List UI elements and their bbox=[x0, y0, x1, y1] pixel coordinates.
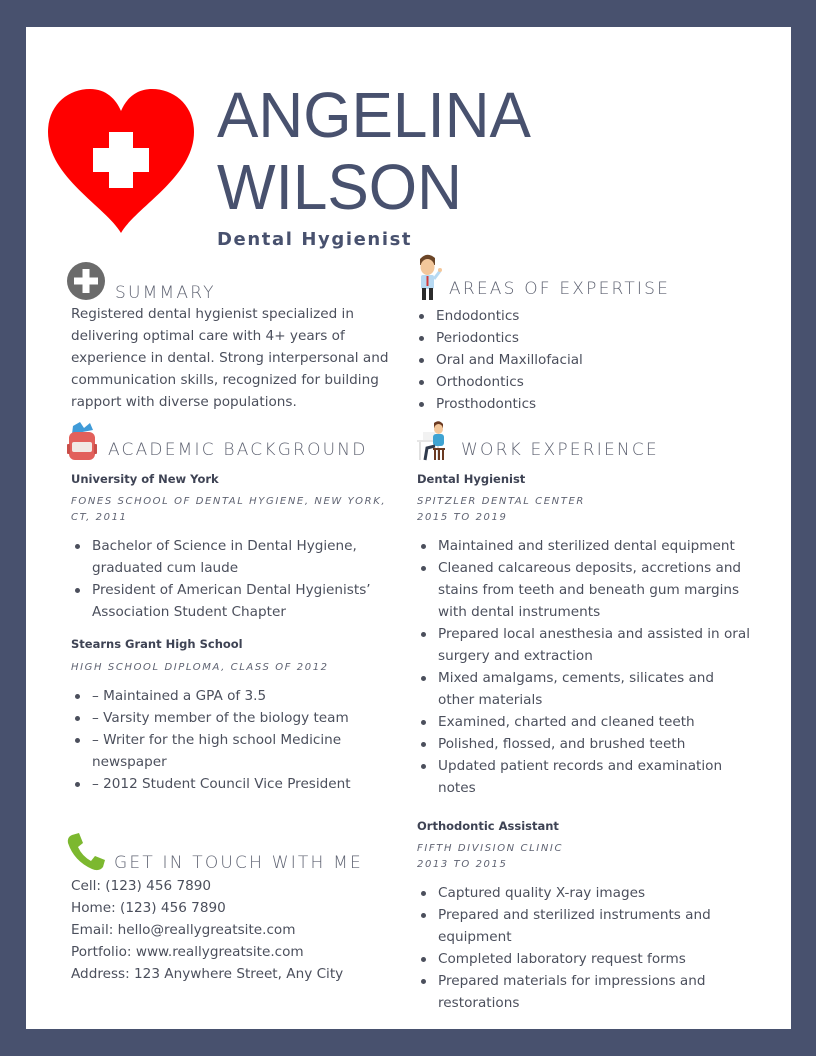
expertise-list bbox=[415, 305, 755, 415]
education-entry bbox=[71, 636, 396, 795]
list-item: Prosthodontics bbox=[415, 393, 755, 415]
summary-header bbox=[66, 261, 396, 301]
list-item: Mixed amalgams, cements, silicates and other materials bbox=[417, 667, 752, 711]
job-dates: 2015 TO 2019 bbox=[417, 512, 508, 523]
education-entry bbox=[71, 471, 396, 623]
summary-text: Registered dental hygienist specialized in delivering optimal care with 4+ years of experience in dental. Strong interpersonal and communication skills, recognized for building rapport with diverse populations. bbox=[71, 306, 389, 410]
last-name: WILSON bbox=[217, 151, 462, 223]
resume-page bbox=[26, 27, 791, 1029]
section-title: SUMMARY bbox=[115, 283, 216, 303]
list-item: Prepared local anesthesia and assisted in oral surgery and extraction bbox=[417, 623, 752, 667]
expertise-header bbox=[415, 255, 755, 301]
school-detail: HIGH SCHOOL DIPLOMA, CLASS OF 2012 bbox=[71, 662, 329, 673]
list-item: Updated patient records and examination notes bbox=[417, 755, 752, 799]
list-item: – Maintained a GPA of 3.5 bbox=[71, 685, 371, 707]
job-role: Orthodontic Assistant bbox=[417, 819, 559, 833]
list-item: Prepared materials for impressions and restorations bbox=[417, 970, 737, 1014]
contact-address: Address: 123 Anywhere Street, Any City bbox=[71, 966, 344, 982]
job-company: FIFTH DIVISION CLINIC bbox=[417, 843, 564, 854]
contact-section bbox=[66, 832, 396, 985]
contact-header bbox=[66, 832, 396, 872]
school-name: University of New York bbox=[71, 472, 219, 486]
school-name: Stearns Grant High School bbox=[71, 637, 243, 651]
section-title: AREAS OF EXPERTISE bbox=[449, 279, 671, 299]
contact-lines bbox=[71, 875, 396, 985]
backpack-icon bbox=[66, 420, 98, 462]
list-item: Periodontics bbox=[415, 327, 755, 349]
education-bullets bbox=[71, 685, 371, 795]
waving-man-icon bbox=[415, 253, 443, 301]
list-item: Prepared and sterilized instruments and equipment bbox=[417, 904, 737, 948]
list-item: Examined, charted and cleaned teeth bbox=[417, 711, 752, 733]
section-title: ACADEMIC BACKGROUND bbox=[108, 440, 368, 460]
job-title: Dental Hygienist bbox=[217, 229, 413, 250]
list-item: Maintained and sterilized dental equipment bbox=[417, 535, 752, 557]
section-title: WORK EXPERIENCE bbox=[461, 440, 659, 460]
job-dates: 2013 TO 2015 bbox=[417, 859, 508, 870]
heart-cross-icon bbox=[46, 87, 196, 235]
list-item: Orthodontics bbox=[415, 371, 755, 393]
list-item: President of American Dental Hygienists’ Association Student Chapter bbox=[71, 579, 396, 623]
list-item: Bachelor of Science in Dental Hygiene, graduated cum laude bbox=[71, 535, 396, 579]
list-item: Oral and Maxillofacial bbox=[415, 349, 755, 371]
school-detail: FONES SCHOOL OF DENTAL HYGIENE, NEW YORK, CT, 2011 bbox=[71, 496, 387, 523]
list-item: Polished, flossed, and brushed teeth bbox=[417, 733, 752, 755]
expertise-section bbox=[415, 255, 755, 415]
job-role: Dental Hygienist bbox=[417, 472, 526, 486]
first-name: ANGELINA bbox=[217, 79, 531, 151]
work-section bbox=[415, 422, 760, 1014]
job-bullets bbox=[417, 535, 752, 799]
list-item: Endodontics bbox=[415, 305, 755, 327]
desk-worker-icon bbox=[415, 420, 457, 462]
job-company: SPITZLER DENTAL CENTER bbox=[417, 496, 585, 507]
list-item: – Writer for the high school Medicine newspaper bbox=[71, 729, 371, 773]
job-bullets bbox=[417, 882, 737, 1014]
contact-home: Home: (123) 456 7890 bbox=[71, 900, 226, 916]
academic-header bbox=[66, 422, 396, 462]
work-header bbox=[415, 422, 760, 462]
contact-cell: Cell: (123) 456 7890 bbox=[71, 878, 212, 894]
summary-section bbox=[66, 261, 396, 413]
list-item: – Varsity member of the biology team bbox=[71, 707, 371, 729]
list-item: Cleaned calcareous deposits, accretions and stains from teeth and beneath gum margins with dental instruments bbox=[417, 557, 752, 623]
list-item: Completed laboratory request forms bbox=[417, 948, 737, 970]
academic-section bbox=[66, 422, 396, 795]
contact-email[interactable]: Email: hello@reallygreatsite.com bbox=[71, 922, 296, 938]
job-entry bbox=[417, 471, 760, 799]
list-item: Captured quality X-ray images bbox=[417, 882, 737, 904]
plus-circle-icon bbox=[66, 261, 106, 301]
candidate-name bbox=[217, 79, 541, 223]
education-bullets bbox=[71, 535, 396, 623]
section-title: GET IN TOUCH WITH ME bbox=[114, 853, 363, 873]
phone-icon bbox=[66, 832, 106, 872]
list-item: – 2012 Student Council Vice President bbox=[71, 773, 371, 795]
job-entry bbox=[417, 818, 760, 1014]
contact-portfolio[interactable]: Portfolio: www.reallygreatsite.com bbox=[71, 944, 304, 960]
